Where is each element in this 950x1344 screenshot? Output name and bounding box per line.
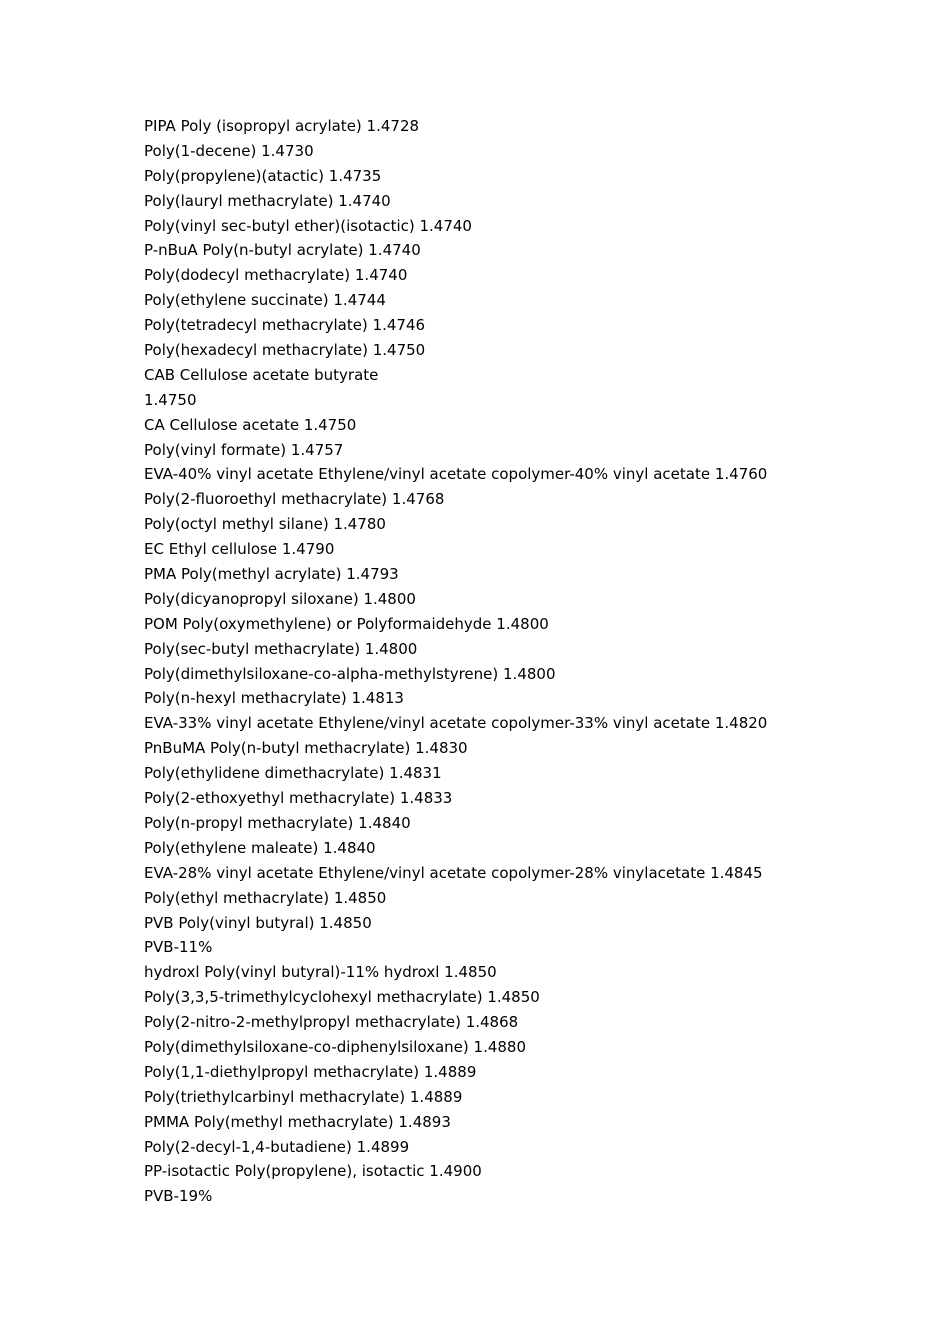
list-item: POM Poly(oxymethylene) or Polyformaidehyde 1.4800 bbox=[144, 614, 549, 633]
list-item: PVB-19% bbox=[144, 1187, 213, 1206]
list-item: PnBuMA Poly(n-butyl methacrylate) 1.4830 bbox=[144, 739, 468, 758]
polymer-refractive-index-list bbox=[144, 114, 924, 1209]
list-item: Poly(n-hexyl methacrylate) 1.4813 bbox=[144, 689, 404, 708]
list-item: Poly(dicyanopropyl siloxane) 1.4800 bbox=[144, 589, 416, 608]
list-item: Poly(ethyl methacrylate) 1.4850 bbox=[144, 888, 387, 907]
list-item: Poly(2-nitro-2-methylpropyl methacrylate) 1.4868 bbox=[144, 1013, 519, 1032]
list-item: PVB Poly(vinyl butyral) 1.4850 bbox=[144, 913, 372, 932]
list-item: PMMA Poly(methyl methacrylate) 1.4893 bbox=[144, 1112, 451, 1131]
list-item: Poly(2-fluoroethyl methacrylate) 1.4768 bbox=[144, 490, 445, 509]
list-item: Poly(sec-butyl methacrylate) 1.4800 bbox=[144, 639, 418, 658]
list-item: Poly(dodecyl methacrylate) 1.4740 bbox=[144, 266, 408, 285]
list-item: PMA Poly(methyl acrylate) 1.4793 bbox=[144, 565, 399, 584]
list-item: EVA-40% vinyl acetate Ethylene/vinyl acetate copolymer-40% vinyl acetate 1.4760 bbox=[144, 465, 768, 484]
list-item: CA Cellulose acetate 1.4750 bbox=[144, 415, 357, 434]
list-item: EVA-28% vinyl acetate Ethylene/vinyl acetate copolymer-28% vinylacetate 1.4845 bbox=[144, 863, 763, 882]
list-item: Poly(dimethylsiloxane-co-diphenylsiloxane) 1.4880 bbox=[144, 1037, 527, 1056]
list-item: Poly(2-decyl-1,4-butadiene) 1.4899 bbox=[144, 1137, 410, 1156]
list-item: Poly(triethylcarbinyl methacrylate) 1.4889 bbox=[144, 1087, 463, 1106]
list-item: EC Ethyl cellulose 1.4790 bbox=[144, 540, 335, 559]
list-item: Poly(1,1-diethylpropyl methacrylate) 1.4889 bbox=[144, 1062, 477, 1081]
list-item: PP-isotactic Poly(propylene), isotactic 1.4900 bbox=[144, 1162, 482, 1181]
list-item: Poly(propylene)(atactic) 1.4735 bbox=[144, 166, 382, 185]
list-item: Poly(1-decene) 1.4730 bbox=[144, 141, 314, 160]
list-item: Poly(hexadecyl methacrylate) 1.4750 bbox=[144, 341, 426, 360]
list-item: Poly(2-ethoxyethyl methacrylate) 1.4833 bbox=[144, 789, 453, 808]
list-item: CAB Cellulose acetate butyrate bbox=[144, 365, 379, 384]
list-item: Poly(vinyl formate) 1.4757 bbox=[144, 440, 344, 459]
list-item: PIPA Poly (isopropyl acrylate) 1.4728 bbox=[144, 117, 420, 135]
list-item: Poly(tetradecyl methacrylate) 1.4746 bbox=[144, 316, 426, 335]
list-item: Poly(dimethylsiloxane-co-alpha-methylstyrene) 1.4800 bbox=[144, 664, 556, 683]
list-item: Poly(lauryl methacrylate) 1.4740 bbox=[144, 191, 391, 210]
list-item: Poly(vinyl sec-butyl ether)(isotactic) 1.4740 bbox=[144, 216, 472, 235]
list-item: Poly(ethylene maleate) 1.4840 bbox=[144, 838, 376, 857]
list-item: P-nBuA Poly(n-butyl acrylate) 1.4740 bbox=[144, 241, 421, 260]
list-item: Poly(n-propyl methacrylate) 1.4840 bbox=[144, 813, 411, 832]
list-item: Poly(3,3,5-trimethylcyclohexyl methacrylate) 1.4850 bbox=[144, 988, 540, 1007]
list-item: Poly(ethylidene dimethacrylate) 1.4831 bbox=[144, 764, 442, 783]
list-item: 1.4750 bbox=[144, 390, 197, 409]
list-item: Poly(ethylene succinate) 1.4744 bbox=[144, 291, 386, 310]
list-item: EVA-33% vinyl acetate Ethylene/vinyl acetate copolymer-33% vinyl acetate 1.4820 bbox=[144, 714, 768, 733]
list-item: Poly(octyl methyl silane) 1.4780 bbox=[144, 515, 386, 534]
list-item: hydroxl Poly(vinyl butyral)-11% hydroxl 1.4850 bbox=[144, 963, 497, 982]
list-item: PVB-11% bbox=[144, 938, 213, 957]
